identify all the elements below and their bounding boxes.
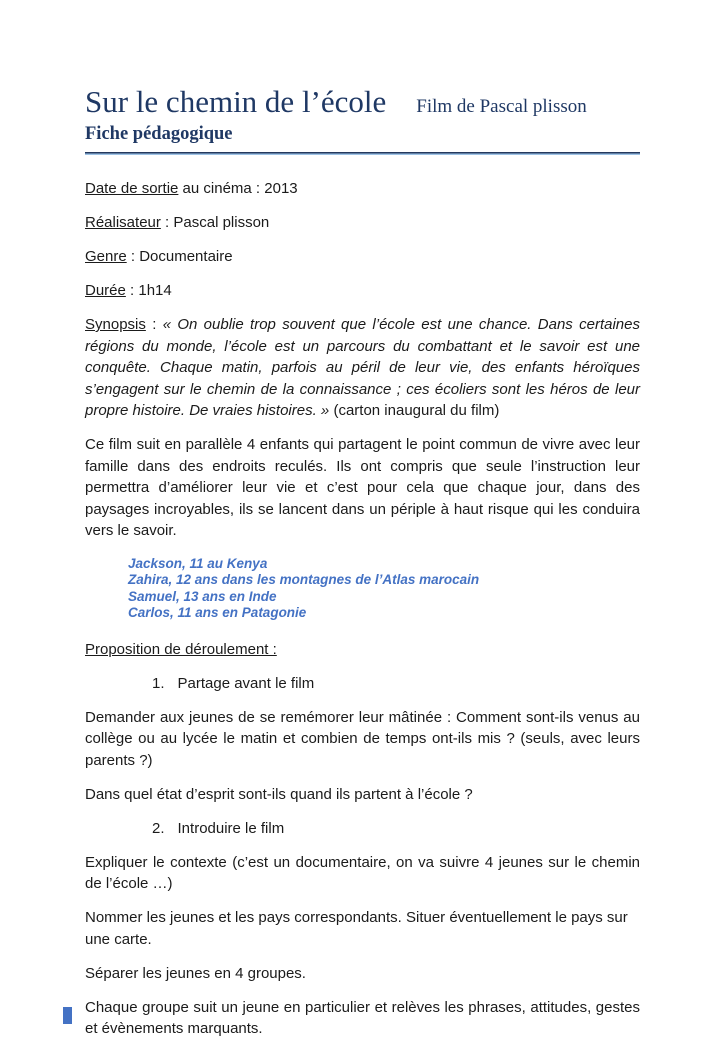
meta-genre-label: Genre bbox=[85, 248, 127, 265]
flow-heading bbox=[85, 639, 640, 661]
meta-release-date bbox=[85, 178, 640, 200]
step-2-paragraph-3: Séparer les jeunes en 4 groupes. bbox=[85, 964, 306, 982]
children-list bbox=[128, 556, 640, 622]
step-2-item bbox=[85, 818, 640, 840]
step-2-paragraph-2: Nommer les jeunes et les pays correspondants. Situer éventuellement le pays sur une carte. bbox=[85, 909, 628, 948]
meta-release-date-label: Date de sortie bbox=[85, 180, 179, 197]
title-divider bbox=[85, 152, 640, 155]
meta-duration-value: : 1h14 bbox=[125, 282, 172, 299]
synopsis-paragraph bbox=[85, 314, 640, 422]
meta-genre bbox=[85, 246, 640, 268]
step-2-paragraph-4: Chaque groupe suit un jeune en particulier et relèves les phrases, attitudes, gestes et évènements marquants. bbox=[85, 998, 640, 1037]
child-item-carlos: Carlos, 11 ans en Patagonie bbox=[128, 605, 307, 620]
step-1-label: Partage avant le film bbox=[177, 674, 315, 692]
synopsis-separator: : bbox=[145, 316, 163, 333]
synopsis-attribution: (carton inaugural du film) bbox=[329, 402, 500, 419]
flow-heading-text: Proposition de déroulement : bbox=[85, 640, 277, 658]
intro-paragraph: Ce film suit en parallèle 4 enfants qui partagent le point commun de vivre avec leur famille dans des endroits reculés. Ils ont compris que seule l’instruction leur permettra d’améliorer leur vie et c’est pour cela que chaque jour, dans des paysages incroyables, ils se lancent dans un périple à haut risque qui les conduira vers le savoir. bbox=[85, 436, 640, 539]
meta-genre-value: : Documentaire bbox=[126, 248, 233, 265]
document-body bbox=[85, 178, 640, 1040]
page-subtitle: Fiche pédagogique bbox=[85, 124, 233, 144]
page-title: Sur le chemin de l’école bbox=[85, 84, 387, 119]
meta-director bbox=[85, 212, 640, 234]
step-1-paragraph-2: Dans quel état d’esprit sont-ils quand ils partent à l’école ? bbox=[85, 785, 473, 803]
child-item-zahira: Zahira, 12 ans dans les montagnes de l’Atlas marocain bbox=[128, 572, 480, 587]
step-2-number: 2. bbox=[152, 819, 165, 837]
meta-release-date-value: au cinéma : 2013 bbox=[178, 180, 298, 197]
meta-director-label: Réalisateur bbox=[85, 214, 161, 231]
step-2-label: Introduire le film bbox=[177, 819, 285, 837]
child-item-samuel: Samuel, 13 ans en Inde bbox=[128, 588, 277, 604]
child-item-jackson: Jackson, 11 au Kenya bbox=[128, 555, 268, 571]
next-page-content-fragment bbox=[63, 1007, 72, 1024]
step-2-paragraph-1: Expliquer le contexte (c’est un documentaire, on va suivre 4 jeunes sur le chemin de l’école …) bbox=[85, 853, 640, 892]
meta-director-value: : Pascal plisson bbox=[160, 214, 270, 231]
title-block bbox=[85, 84, 640, 120]
step-1-paragraph-1: Demander aux jeunes de se remémorer leur mâtinée : Comment sont-ils venus au collège ou au lycée le matin et combien de temps ont-ils mis ? (seuls, avec leurs parents ?) bbox=[85, 708, 640, 769]
page-title-suffix: Film de Pascal plisson bbox=[416, 96, 587, 117]
synopsis-quote: « On oublie trop souvent que l’école est une chance. Dans certaines régions du monde, l’école est un parcours du combattant et le savoir est une conquête. Chaque matin, parfois au péril de leur vie, des enfants héroïques s’engagent sur le chemin de la connaissance ; ces écoliers sont les héros de leur propre histoire. De vraies histoires. » bbox=[85, 316, 640, 419]
step-1-item bbox=[85, 673, 640, 695]
meta-duration bbox=[85, 280, 640, 302]
meta-duration-label: Durée bbox=[85, 282, 126, 299]
step-1-number: 1. bbox=[152, 674, 165, 692]
synopsis-label: Synopsis bbox=[85, 316, 146, 333]
